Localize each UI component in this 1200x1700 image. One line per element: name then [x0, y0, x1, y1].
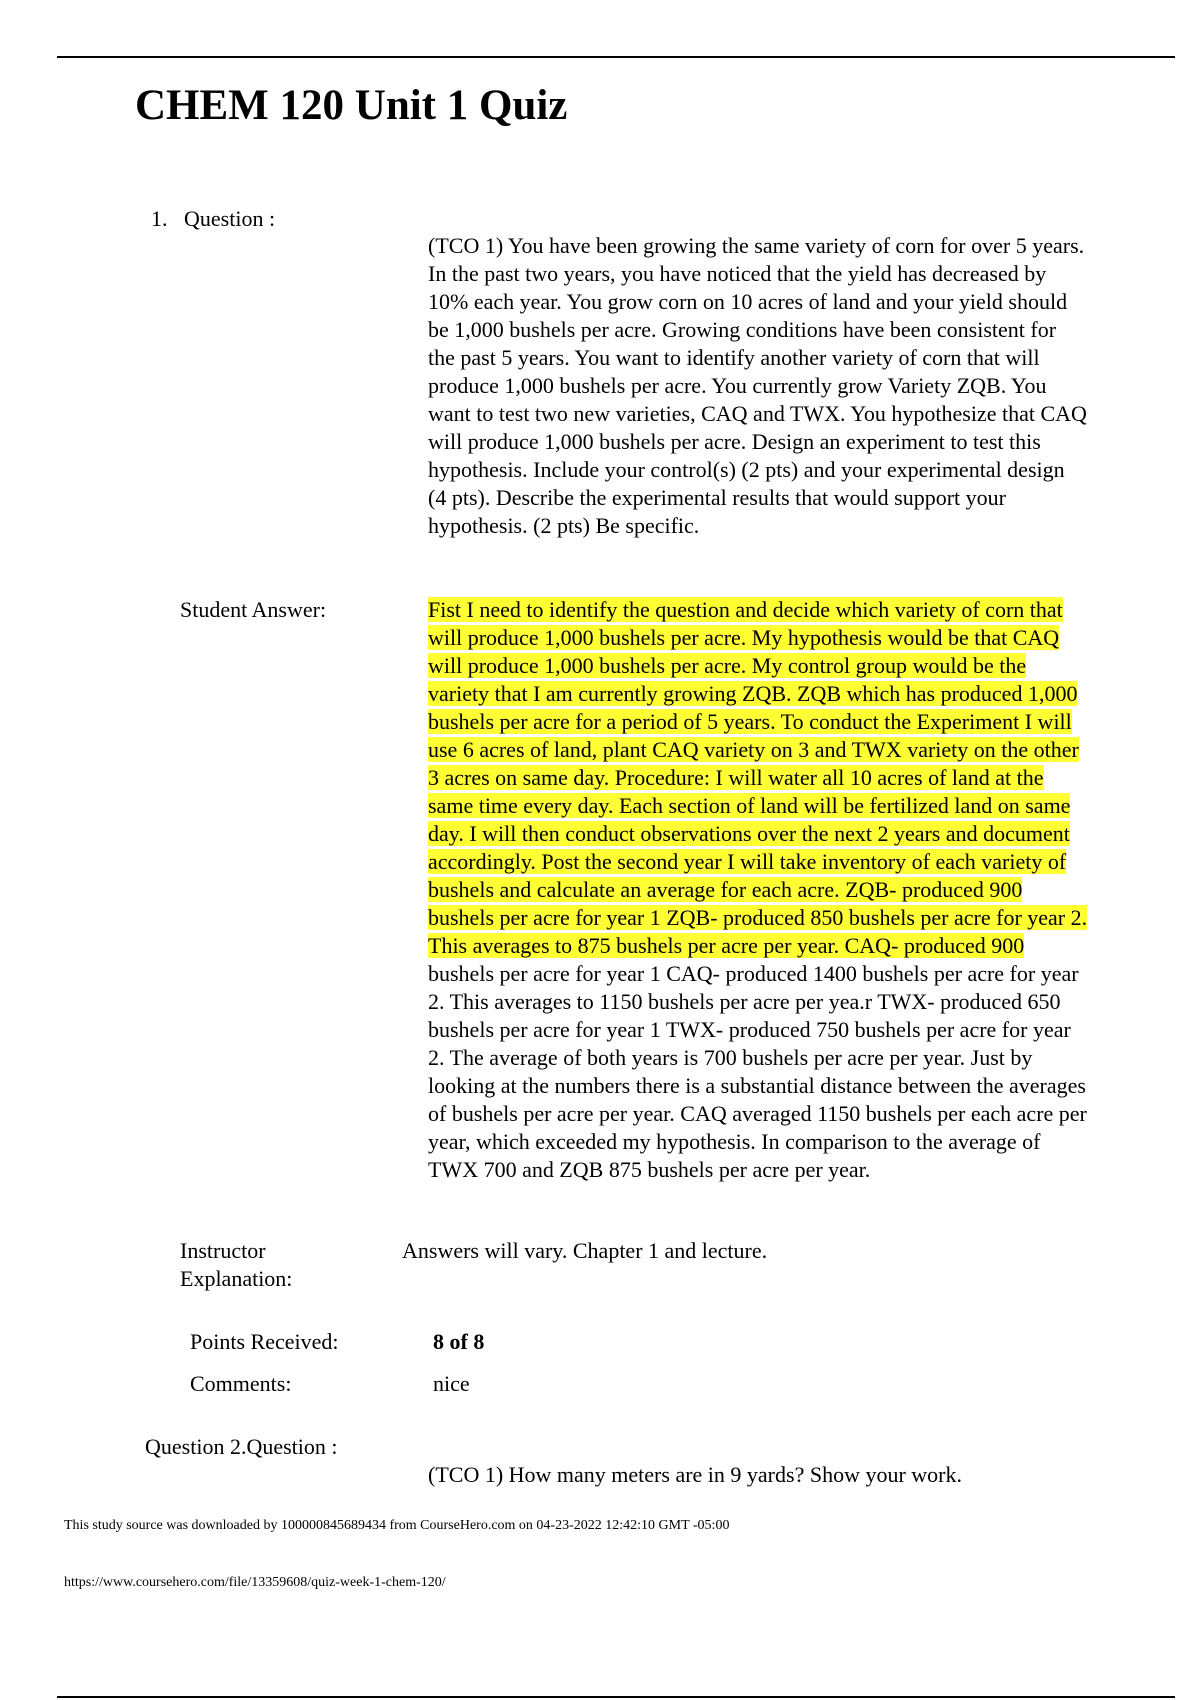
points-received-label: Points Received: — [190, 1329, 339, 1354]
student-answer-label: Student Answer: — [180, 597, 327, 622]
bottom-rule — [57, 1696, 1175, 1698]
student-answer-highlighted: Fist I need to identify the question and decide which variety of corn that will produce 1,000 bushels per acre. My hypothesis would be that CAQ will produce 1,000 bushels per acre. My control group would be the variety that I am currently growing ZQB. ZQB which has produced 1,000 bushels per acre for a period of 5 years. To conduct the Experiment I will use 6 acres of land, plant CAQ variety on 3 and TWX variety on the other 3 acres on same day. Procedure: I will water all 10 acres of land at the same time every day. Each section of land will be fertilized land on same day. I will then conduct observations over the next 2 years and document accordingly. Post the second year I will take inventory of each variety of bushels and calculate an average for each acre. ZQB- produced 900 bushels per acre for year 1 ZQB- produced 850 bushels per acre for year 2. This averages to 875 bushels per acre per year. CAQ- produced 900 — [428, 597, 1088, 958]
comments-value: nice — [433, 1371, 470, 1396]
source-url-link[interactable]: https://www.coursehero.com/file/13359608/quiz-week-1-chem-120/ — [64, 1575, 446, 1590]
instructor-explanation-text: Answers will vary. Chapter 1 and lecture. — [402, 1238, 768, 1263]
question-2-text: (TCO 1) How many meters are in 9 yards? Show your work. — [428, 1462, 962, 1487]
instructor-label-line-1: Instructor — [180, 1238, 266, 1263]
comments-label: Comments: — [190, 1371, 292, 1396]
student-answer-text — [428, 596, 1088, 1184]
top-rule — [57, 56, 1175, 58]
download-note: This study source was downloaded by 100000845689434 from CourseHero.com on 04-23-2022 12:42:10 GMT -05:00 — [64, 1518, 730, 1533]
question-1-number: 1. — [151, 206, 168, 231]
instructor-label-line-2: Explanation: — [180, 1266, 293, 1291]
question-1-text: (TCO 1) You have been growing the same variety of corn for over 5 years. In the past two years, you have noticed that the yield has decreased by 10% each year. You grow corn on 10 acres of land and your yield should be 1,000 bushels per acre. Growing conditions have been consistent for the past 5 years. You want to identify another variety of corn that will produce 1,000 bushels per acre. You currently grow Variety ZQB. You want to test two new varieties, CAQ and TWX. You hypothesize that CAQ will produce 1,000 bushels per acre. Design an experiment to test this hypothesis. Include your control(s) (2 pts) and your experimental design (4 pts). Describe the experimental results that would support your hypothesis. (2 pts) Be specific. — [428, 233, 1087, 538]
page-title: CHEM 120 Unit 1 Quiz — [135, 82, 568, 129]
student-answer-rest: bushels per acre for year 1 CAQ- produced 1400 bushels per acre for year 2. This averages to 1150 bushels per acre per yea.r TWX- produced 650 bushels per acre for year 1 TWX- produced 750 bushels per acre for year 2. The average of both years is 700 bushels per acre per year. Just by looking at the numbers there is a substantial distance between the averages of bushels per acre per year. CAQ averaged 1150 bushels per each acre per year, which exceeded my hypothesis. In comparison to the average of TWX 700 and ZQB 875 bushels per acre per year. — [428, 961, 1087, 1182]
question-2-label: Question 2.Question : — [145, 1434, 338, 1459]
question-1-label: Question : — [184, 206, 276, 231]
points-received-value: 8 of 8 — [433, 1329, 485, 1354]
